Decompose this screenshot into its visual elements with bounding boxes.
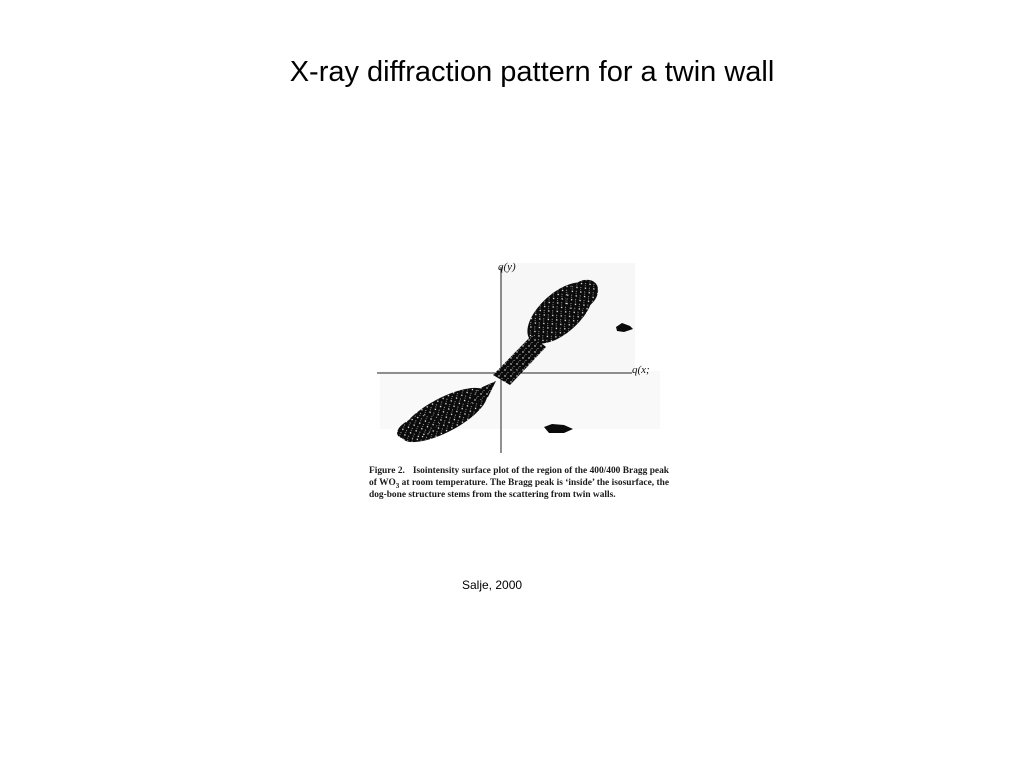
origin-label: (x) xyxy=(512,366,522,375)
x-axis-label: q(x; xyxy=(632,364,650,376)
caption-subscript: 3 xyxy=(395,481,400,490)
figure-caption xyxy=(369,465,669,501)
caption-text-part1: Isointensity surface plot of the region of the 400/400 Bragg peak of WO xyxy=(369,466,669,488)
diffraction-figure xyxy=(360,255,680,460)
slide-title: X-ray diffraction pattern for a twin wall xyxy=(289,56,775,88)
citation: Salje, 2000 xyxy=(462,578,523,592)
caption-label: Figure 2. xyxy=(369,466,405,476)
isointensity-plot xyxy=(360,255,680,460)
y-axis-label: q(y) xyxy=(498,261,516,273)
caption-text-part2: at room temperature. The Bragg peak is ‘inside’ the isosurface, the dog-bone structure stems from the scattering from twin walls. xyxy=(369,478,670,500)
